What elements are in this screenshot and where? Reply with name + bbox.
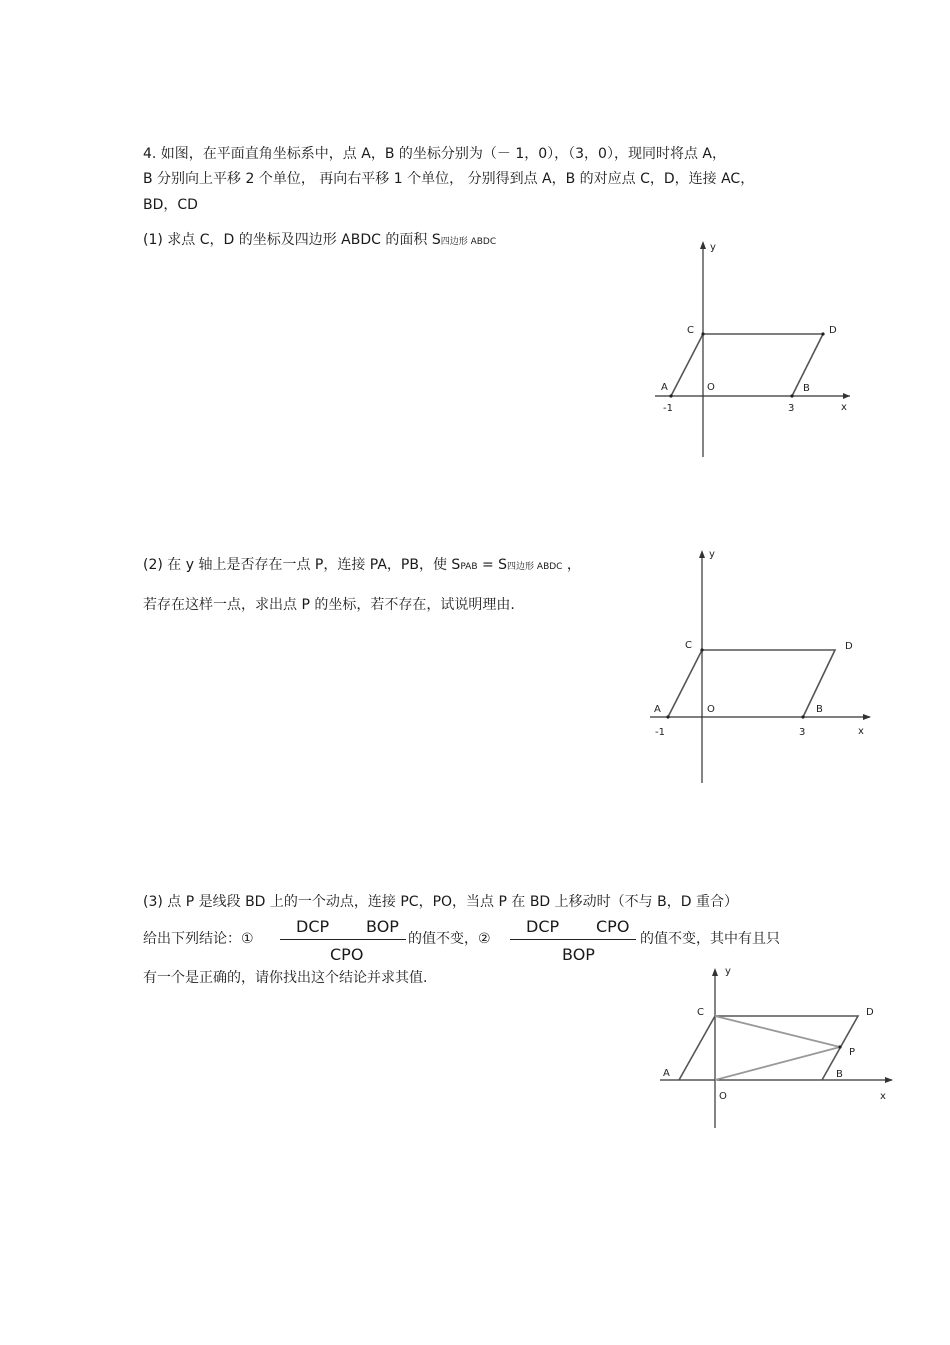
- part2-equals: = S: [477, 557, 508, 573]
- label-a: A: [654, 704, 661, 715]
- part3-prefix: 给出下列结论：①: [143, 931, 254, 947]
- part3-mid: 的值不变，②: [408, 931, 491, 947]
- tick-neg1: -1: [655, 727, 665, 738]
- point-b: [790, 394, 793, 397]
- y-arrow-icon: [699, 550, 705, 558]
- figure-3: [655, 963, 905, 1133]
- part1-question: [143, 231, 496, 251]
- part3-line-1: (3) 点 P 是线段 BD 上的一个动点，连接 PC，PO，当点 P 在 BD 上移动时（不与 B，D 重合）: [143, 894, 738, 910]
- label-a: A: [663, 1068, 670, 1079]
- x-label: x: [841, 402, 847, 413]
- label-o: O: [719, 1091, 727, 1102]
- tick-neg1: -1: [663, 403, 673, 414]
- label-b: B: [803, 383, 810, 394]
- x-arrow-icon: [885, 1077, 893, 1083]
- problem-line-2: B 分别向上平移 2 个单位， 再向右平移 1 个单位， 分别得到点 A，B 的对应点 C，D，连接 AC，: [143, 171, 755, 187]
- label-b: B: [816, 704, 823, 715]
- figure-2: [645, 545, 885, 790]
- y-label: y: [725, 966, 731, 977]
- fraction-2: [510, 917, 638, 967]
- problem-line-3: BD，CD: [143, 197, 198, 213]
- point-p: [838, 1045, 841, 1048]
- fraction-2-num-b: CPO: [596, 917, 630, 936]
- x-arrow-icon: [843, 393, 850, 399]
- part2-tail: ，: [562, 557, 581, 573]
- fraction-1-num-b: BOP: [366, 917, 399, 936]
- figure-1: [645, 235, 865, 465]
- point-c: [701, 332, 704, 335]
- segment-pc: [715, 1016, 840, 1047]
- label-o: O: [707, 382, 715, 393]
- fraction-1-den: CPO: [330, 945, 364, 964]
- y-label: y: [710, 242, 716, 253]
- fraction-2-bar: [510, 939, 636, 940]
- label-d: D: [845, 641, 853, 652]
- fraction-2-num-a: DCP: [526, 917, 560, 936]
- label-d: D: [829, 325, 837, 336]
- x-label: x: [858, 726, 864, 737]
- fraction-1: [280, 917, 408, 967]
- tick-3: 3: [788, 403, 795, 414]
- x-label: x: [880, 1091, 886, 1102]
- part2-line-2: 若存在这样一点，求出点 P 的坐标，若不存在，试说明理由.: [143, 597, 515, 613]
- fraction-1-bar: [280, 939, 406, 940]
- fraction-1-num-a: DCP: [296, 917, 330, 936]
- label-p: P: [849, 1047, 856, 1058]
- point-a: [669, 394, 672, 397]
- part2-sub-abdc: 四边形 ABDC: [507, 562, 563, 572]
- parallelogram-edges: [679, 1016, 858, 1080]
- tick-3: 3: [799, 727, 806, 738]
- x-arrow-icon: [863, 714, 871, 720]
- label-a: A: [661, 382, 668, 393]
- y-arrow-icon: [712, 968, 718, 976]
- y-arrow-icon: [700, 241, 706, 249]
- part3-line-3: 有一个是正确的，请你找出这个结论并求其值.: [143, 970, 428, 986]
- part2-sub-pab: PAB: [460, 562, 478, 572]
- label-o: O: [707, 704, 715, 715]
- label-d: D: [866, 1007, 874, 1018]
- part3-suffix: 的值不变，其中有且只: [640, 931, 780, 947]
- point-b: [801, 715, 804, 718]
- parallelogram-edges: [668, 650, 835, 717]
- y-label: y: [709, 549, 715, 560]
- part1-text: (1) 求点 C，D 的坐标及四边形 ABDC 的面积 S: [143, 232, 441, 248]
- fraction-2-den: BOP: [562, 945, 595, 964]
- part1-subscript: 四边形 ABDC: [440, 237, 497, 247]
- label-b: B: [836, 1069, 843, 1080]
- point-d: [821, 332, 824, 335]
- label-c: C: [697, 1007, 704, 1018]
- point-a: [666, 715, 669, 718]
- parallelogram-edges: [671, 334, 823, 396]
- segment-po: [715, 1047, 840, 1080]
- point-c: [700, 648, 703, 651]
- label-c: C: [687, 325, 694, 336]
- part2-text: (2) 在 y 轴上是否存在一点 P，连接 PA，PB，使 S: [143, 557, 461, 573]
- part2-question: [143, 556, 581, 576]
- label-c: C: [685, 640, 692, 651]
- problem-line-1: 4. 如图，在平面直角坐标系中，点 A，B 的坐标分别为（－ 1，0），（3，0），现同时将点 A，: [143, 146, 726, 162]
